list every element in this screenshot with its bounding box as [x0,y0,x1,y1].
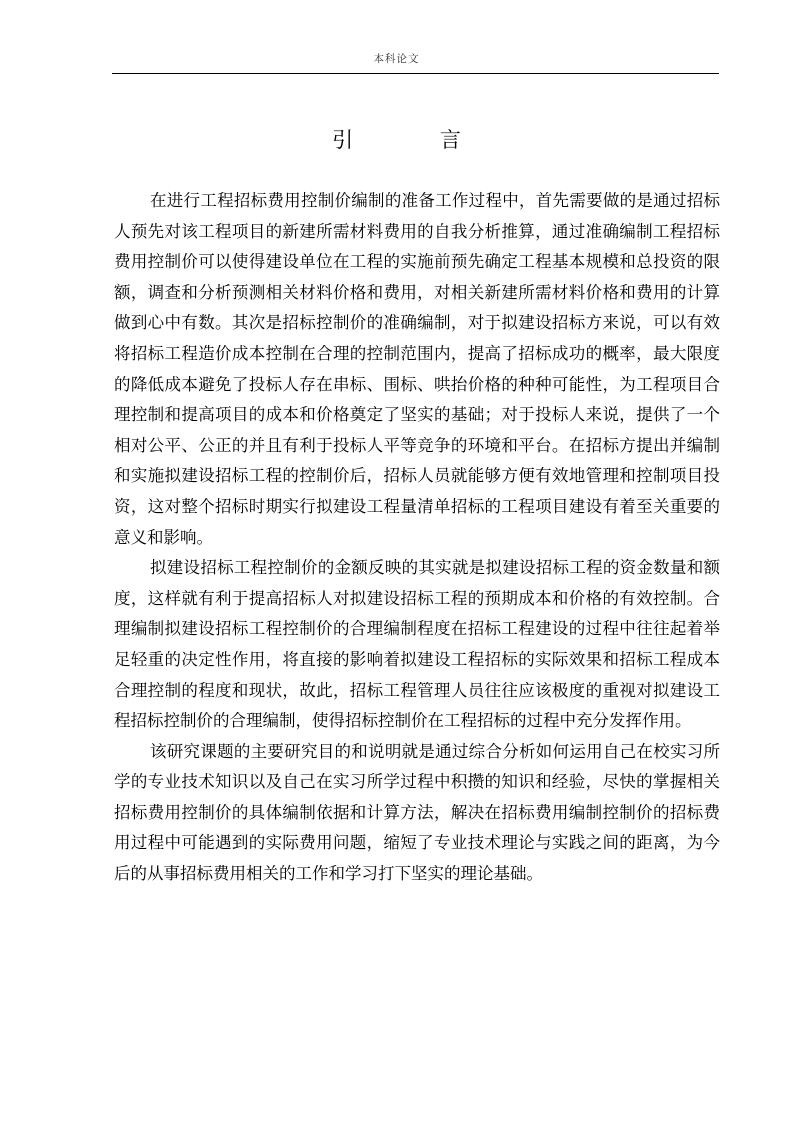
paragraph-3: 该研究课题的主要研究目的和说明就是通过综合分析如何运用自己在校实习所学的专业技术知识以及自己在实习所学过程中积攒的知识和经验，尽快的掌握相关招标费用控制价的具体编制依据和计算方法，解决在招标费用编制控制价的招标费用过程中可能遇到的实际费用问题，缩短了专业技术理论与实践之间的距离，为今后的从事招标费用相关的工作和学习打下坚实的理论基础。 [114,741,720,884]
body-text [114,186,720,890]
running-header: 本科论文 [373,53,420,65]
paragraph-2: 拟建设招标工程控制价的金额反映的其实就是拟建设招标工程的资金数量和额度，这样就有利于提高招标人对拟建设招标工程的预期成本和价格的有效控制。合理编制拟建设招标工程控制价的合理编制程度在招标工程建设的过程中往往起着举足轻重的决定性作用，将直接的影响着拟建设工程招标的实际效果和招标工程成本合理控制的程度和现状，故此，招标工程管理人员往往应该极度的重视对拟建设工程招标控制价的合理编制，使得招标控制价在工程招标的过程中充分发挥作用。 [114,558,720,731]
paragraph-1: 在进行工程招标费用控制价编制的准备工作过程中，首先需要做的是通过招标人预先对该工程项目的新建所需材料费用的自我分析推算，通过准确编制工程招标费用控制价可以使得建设单位在工程的实施前预先确定工程基本规模和总投资的限额，调查和分析预测相关材料价格和费用，对相关新建所需材料价格和费用的计算做到心中有数。其次是招标控制价的准确编制，对于拟建设招标方来说，可以有效将招标工程造价成本控制在合理的控制范围内，提高了招标成功的概率，最大限度的降低成本避免了投标人存在串标、围标、哄抬价格的种种可能性，为工程项目合理控制和提高项目的成本和价格奠定了坚实的基础；对于投标人来说，提供了一个相对公平、公正的并且有利于投标人平等竞争的环境和平台。在招标方提出并编制和实施拟建设招标工程的控制价后，招标人员就能够方便有效地管理和控制项目投资，这对整个招标时期实行拟建设工程量清单招标的工程项目建设有着至关重要的意义和影响。 [114,191,720,547]
section-title: 引 言 [332,128,501,152]
header-divider [112,73,719,74]
